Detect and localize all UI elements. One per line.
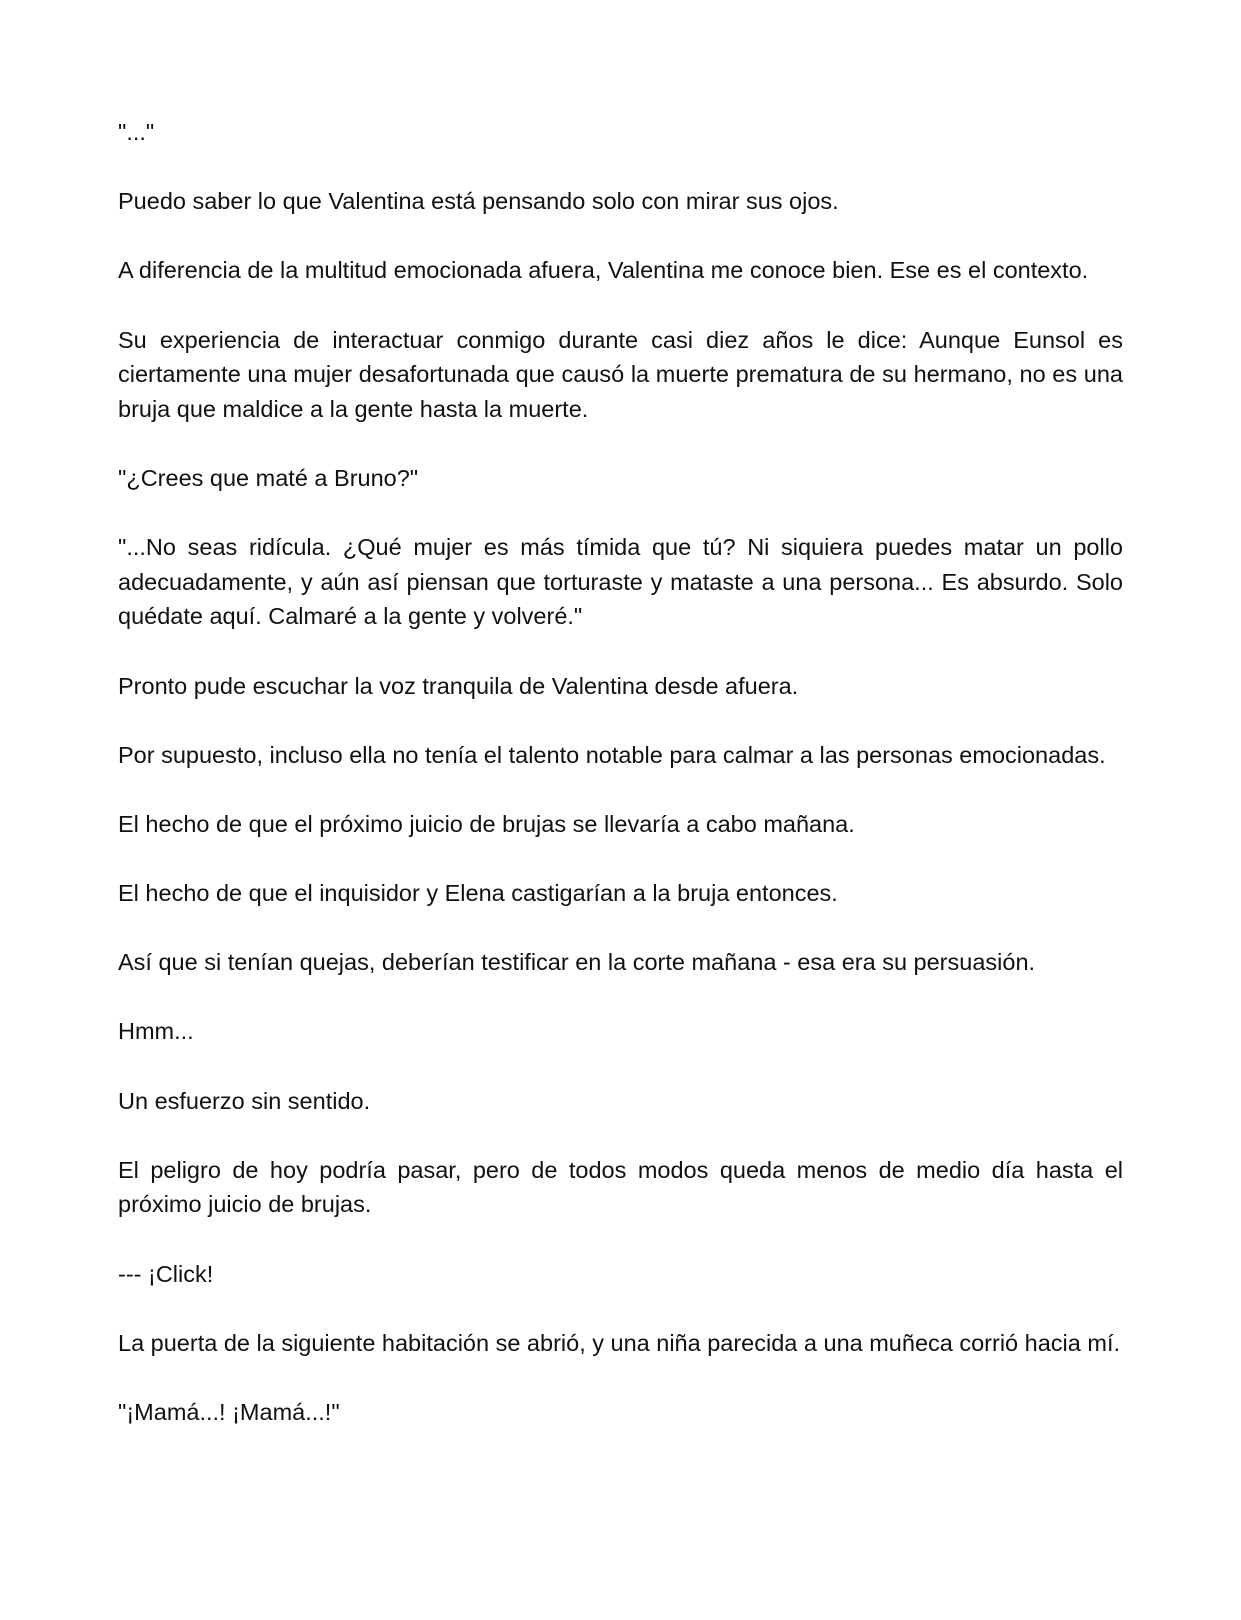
paragraph-5: "¿Crees que maté a Bruno?" bbox=[118, 464, 419, 491]
paragraph-9: El hecho de que el próximo juicio de brujas se llevaría a cabo mañana. bbox=[118, 810, 855, 837]
paragraph-11: Así que si tenían quejas, deberían testificar en la corte mañana - esa era su persuasión. bbox=[118, 949, 1036, 976]
paragraph-12: Hmm... bbox=[118, 1018, 194, 1045]
paragraph-2: Puedo saber lo que Valentina está pensando solo con mirar sus ojos. bbox=[118, 188, 839, 215]
paragraph-3: A diferencia de la multitud emocionada afuera, Valentina me conoce bien. Ese es el contexto. bbox=[118, 257, 1089, 284]
paragraph-8: Por supuesto, incluso ella no tenía el talento notable para calmar a las personas emocionadas. bbox=[118, 741, 1106, 768]
paragraph-16: La puerta de la siguiente habitación se abrió, y una niña parecida a una muñeca corrió hacia mí. bbox=[118, 1329, 1120, 1356]
paragraph-7: Pronto pude escuchar la voz tranquila de Valentina desde afuera. bbox=[118, 672, 799, 699]
paragraph-1: "..." bbox=[118, 119, 155, 145]
paragraph-17: "¡Mamá...! ¡Mamá...!" bbox=[118, 1398, 340, 1425]
paragraph-15: --- ¡Click! bbox=[118, 1260, 214, 1287]
document-body bbox=[118, 115, 1123, 1430]
paragraph-14: El peligro de hoy podría pasar, pero de todos modos queda menos de medio día hasta el próximo juicio de brujas. bbox=[118, 1156, 1123, 1218]
paragraph-13: Un esfuerzo sin sentido. bbox=[118, 1087, 371, 1114]
paragraph-6: "...No seas ridícula. ¿Qué mujer es más tímida que tú? Ni siquiera puedes matar un pollo adecuadamente, y aún así piensan que torturaste y mataste a una persona... Es absurdo. Solo quédate aquí. Calmaré a la gente y volveré." bbox=[118, 534, 1123, 630]
paragraph-10: El hecho de que el inquisidor y Elena castigarían a la bruja entonces. bbox=[118, 880, 838, 907]
paragraph-4: Su experiencia de interactuar conmigo durante casi diez años le dice: Aunque Eunsol es ciertamente una mujer desafortunada que causó la muerte prematura de su hermano, no es una bruja que maldice a la gente hasta la muerte. bbox=[118, 326, 1123, 422]
